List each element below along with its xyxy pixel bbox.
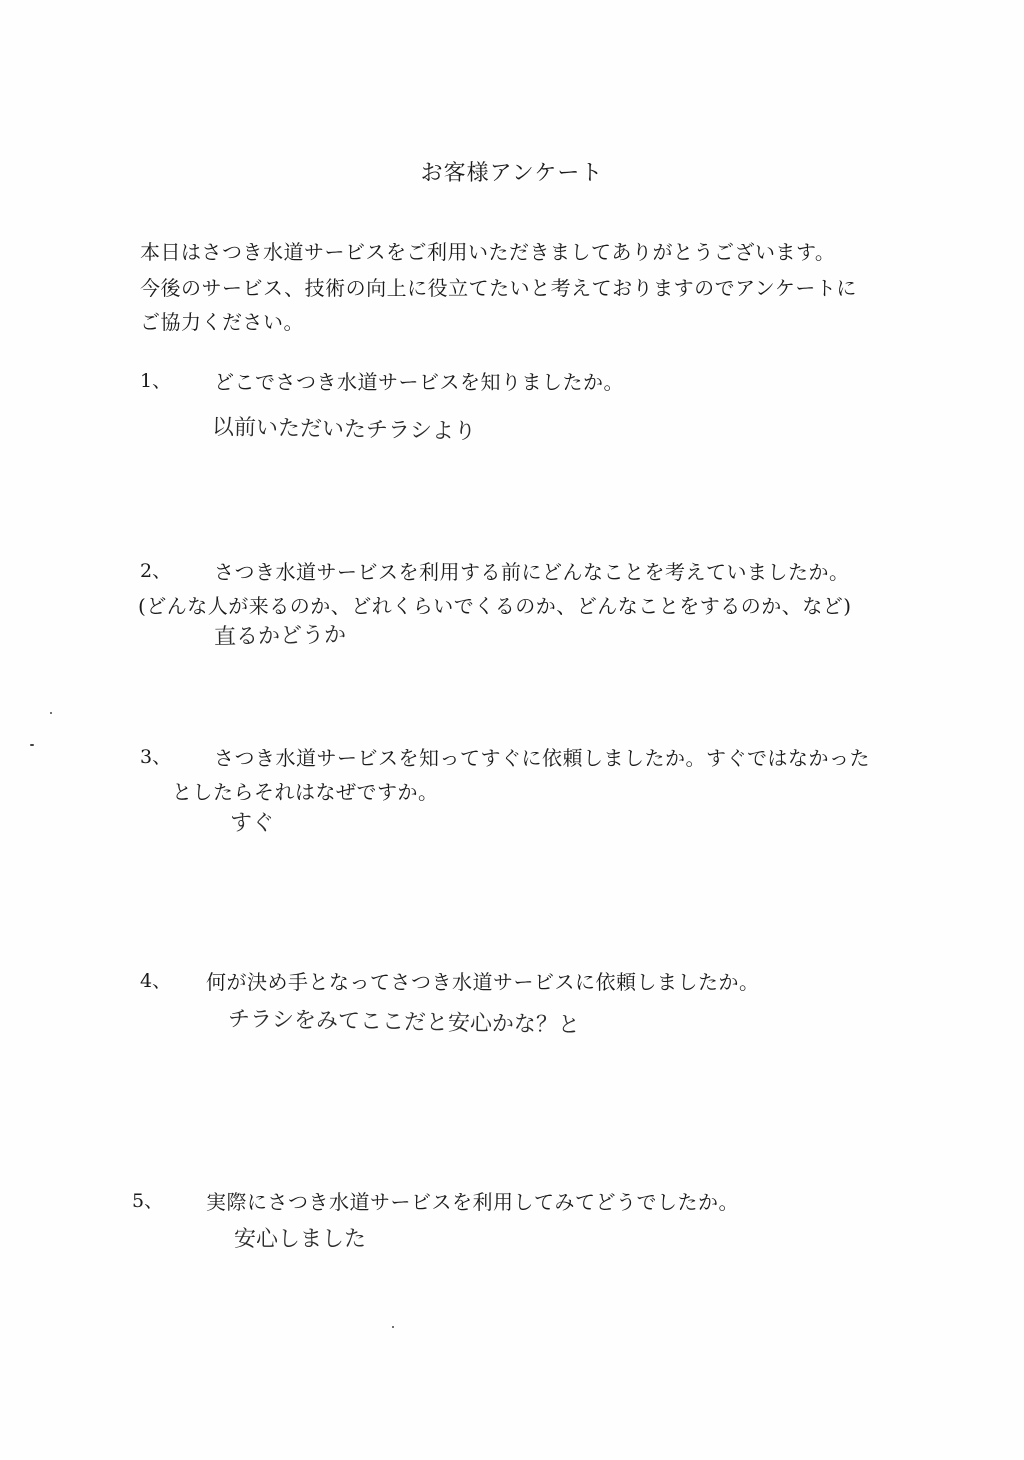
question-number: 5、 [132, 1190, 164, 1212]
question-text: どこでさつき水道サービスを知りましたか。 [214, 370, 624, 394]
intro-line-3: ご協力ください。 [140, 310, 304, 334]
intro-line-2: 今後のサービス、技術の向上に役立てたいと考えておりますのでアンケートに [140, 276, 857, 300]
question-number: 2、 [140, 560, 172, 582]
question-text: 何が決め手となってさつき水道サービスに依頼しましたか。 [206, 970, 760, 994]
handwritten-answer: すぐ [230, 811, 275, 836]
question-number: 4、 [140, 970, 172, 992]
question-subtext: (どんな人が来るのか、どれくらいでくるのか、どんなことをするのか、など) [138, 594, 852, 618]
question-number: 3、 [140, 746, 172, 768]
page-title: お客様アンケート [420, 161, 604, 186]
scan-speck [392, 1326, 394, 1328]
question-subtext: としたらそれはなぜですか。 [172, 780, 439, 804]
question-number: 1、 [140, 370, 172, 392]
question-text: さつき水道サービスを知ってすぐに依頼しましたか。すぐではなかった [214, 746, 870, 770]
handwritten-answer: 安心しました [234, 1227, 367, 1252]
scan-speck [50, 712, 52, 714]
question-text: 実際にさつき水道サービスを利用してみてどうでしたか。 [206, 1190, 739, 1214]
handwritten-answer: 以前いただいたチラシより [211, 415, 477, 445]
scan-speck [30, 744, 34, 746]
handwritten-answer: 直るかどうか [213, 622, 347, 650]
handwritten-answer: チラシをみてここだと安心かな？と [227, 1007, 581, 1039]
intro-line-1: 本日はさつき水道サービスをご利用いただきましてありがとうございます。 [140, 240, 836, 264]
question-text: さつき水道サービスを利用する前にどんなことを考えていましたか。 [214, 560, 850, 584]
